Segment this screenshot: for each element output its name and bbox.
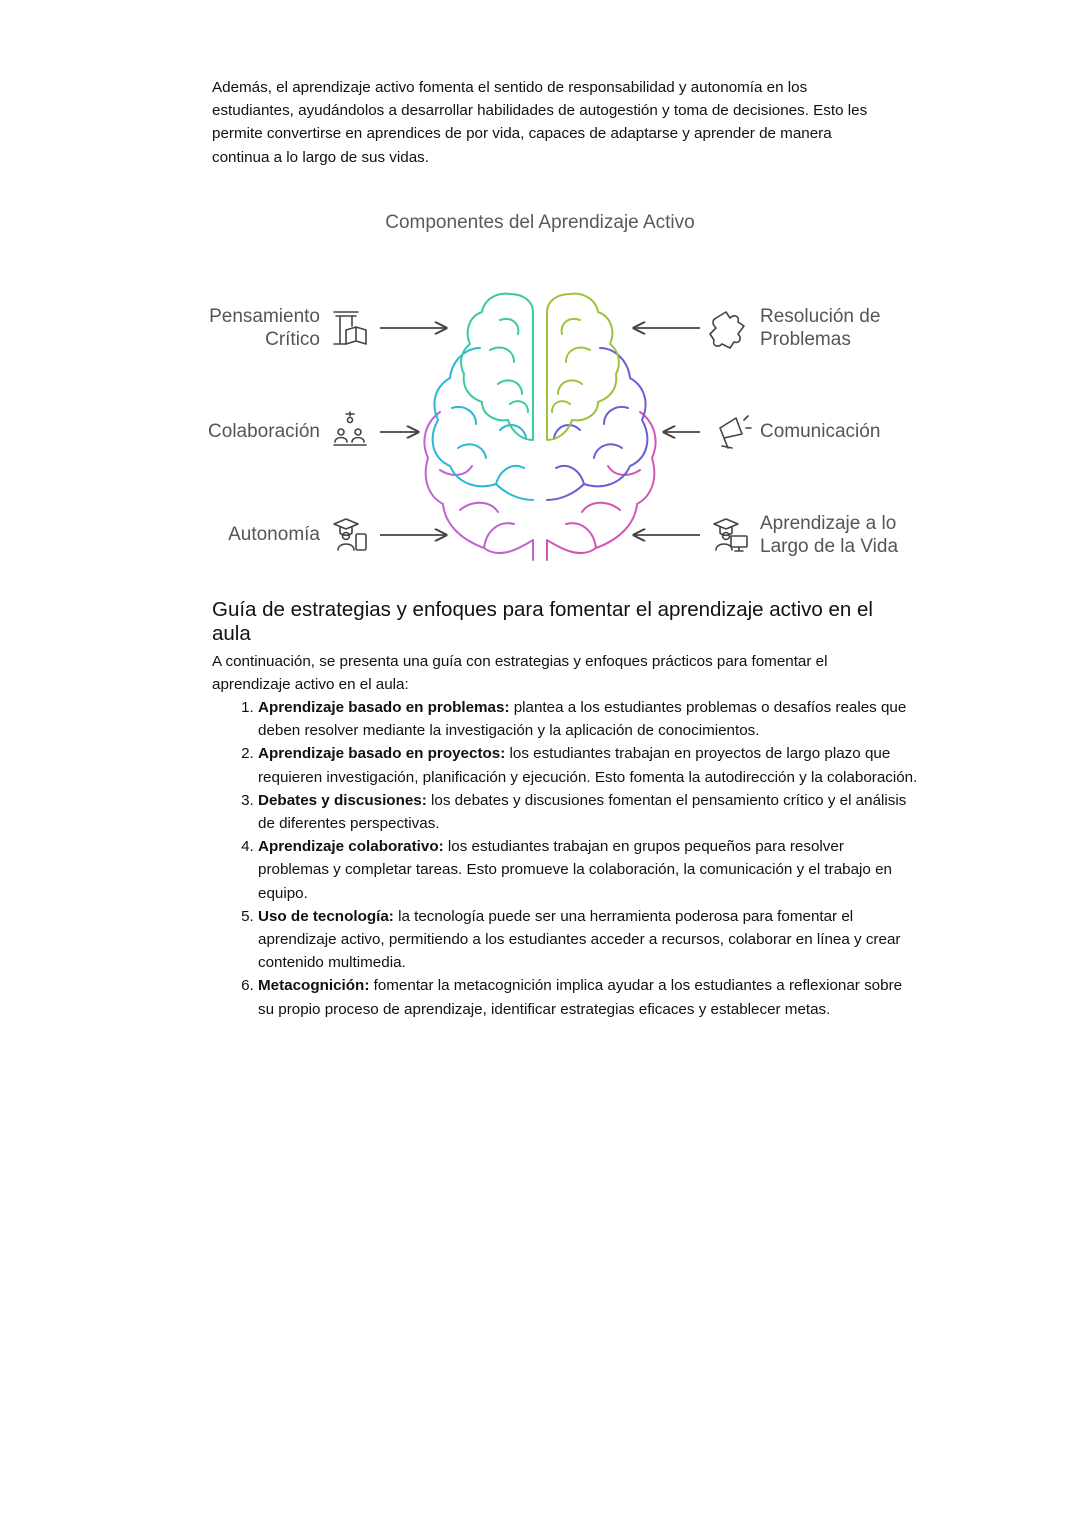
strategy-text: los estudiantes trabajan en proyectos de largo plazo que requieren investigación, planificación y ejecución. Esto fomenta la autodirección y la colaboración.: [258, 745, 918, 786]
label-line: Resolución de: [760, 306, 881, 327]
strategy-term: Aprendizaje colaborativo:: [258, 838, 444, 856]
list-item: [258, 742, 918, 788]
label-line: Pensamiento: [209, 306, 320, 327]
brain-right-middle-folds: [554, 407, 628, 484]
label-line: Aprendizaje a lo: [760, 513, 897, 534]
brain-left-top: [461, 294, 533, 440]
brain-right-top-folds: [552, 319, 590, 412]
label-autonomia: Autonomía: [228, 524, 320, 545]
strategy-term: Uso de tecnología:: [258, 907, 394, 925]
group-people-icon: [334, 412, 366, 445]
strategy-text: la tecnología puede ser una herramienta poderosa para fomentar el aprendizaje activo, permitiendo a los estudiantes acceder a recursos, colaborar en línea y crear contenido multimedia.: [258, 907, 901, 972]
list-item: [258, 789, 918, 835]
brain-diagram: [0, 0, 1080, 600]
strategy-text: plantea a los estudiantes problemas o desafíos reales que deben resolver mediante la investigación y la aplicación de conocimientos.: [258, 699, 907, 740]
label-line: Largo de la Vida: [760, 536, 899, 557]
list-item: [258, 974, 918, 1020]
strategy-term: Aprendizaje basado en proyectos:: [258, 745, 506, 763]
label-comunicacion: Comunicación: [760, 421, 881, 442]
list-item: [258, 835, 918, 905]
label-line: Crítico: [265, 329, 320, 350]
megaphone-icon: [720, 416, 751, 448]
graduate-computer-icon: [714, 519, 747, 551]
list-item: [258, 696, 918, 742]
strategy-list: [212, 696, 918, 1021]
strategy-term: Aprendizaje basado en problemas:: [258, 699, 510, 716]
label-colaboracion: Colaboración: [208, 421, 320, 442]
brain-left-top-folds: [490, 319, 528, 412]
brain-right-top: [547, 294, 619, 440]
brain-right-bottom-folds: [566, 466, 640, 548]
list-item: [258, 905, 918, 975]
brain-right-middle: [547, 348, 647, 500]
strategy-text: los estudiantes trabajan en grupos pequeños para resolver problemas y completar tareas. Esto promueve la colaboración, la comunicación y el trabajo en equipo.: [258, 838, 892, 902]
column-book-icon: [334, 312, 366, 344]
figure-title: Componentes del Aprendizaje Activo: [385, 212, 695, 233]
graduate-phone-icon: [334, 519, 366, 550]
intro-paragraph: Además, el aprendizaje activo fomenta el sentido de responsabilidad y autonomía en los estudiantes, ayudándolos a desarrollar habilidades de autogestión y toma de decisiones. Esto les permite convertirse en aprendices de por vida, capaces de adaptarse y aprender de manera continua a lo largo de sus vidas.: [212, 79, 868, 166]
puzzle-icon: [710, 312, 744, 348]
brain-left-middle-folds: [452, 407, 526, 484]
guide-title: Guía de estrategias y enfoques para fomentar el aprendizaje activo en el aula: [212, 598, 873, 645]
strategy-text: fomentar la metacognición implica ayudar a los estudiantes a reflexionar sobre su propio proceso de aprendizaje, identificar estrategias eficaces y establecer metas.: [258, 977, 903, 1018]
label-line: Problemas: [760, 329, 851, 350]
strategy-term: Debates y discusiones:: [258, 791, 427, 809]
guide-lead: A continuación, se presenta una guía con estrategias y enfoques prácticos para fomentar el aprendizaje activo en el aula:: [212, 653, 828, 694]
strategy-term: Metacognición:: [258, 977, 370, 995]
brain-left-middle: [433, 348, 533, 500]
strategy-text: los debates y discusiones fomentan el pensamiento crítico y el análisis de diferentes perspectivas.: [258, 791, 907, 833]
brain-left-bottom-folds: [440, 466, 514, 548]
